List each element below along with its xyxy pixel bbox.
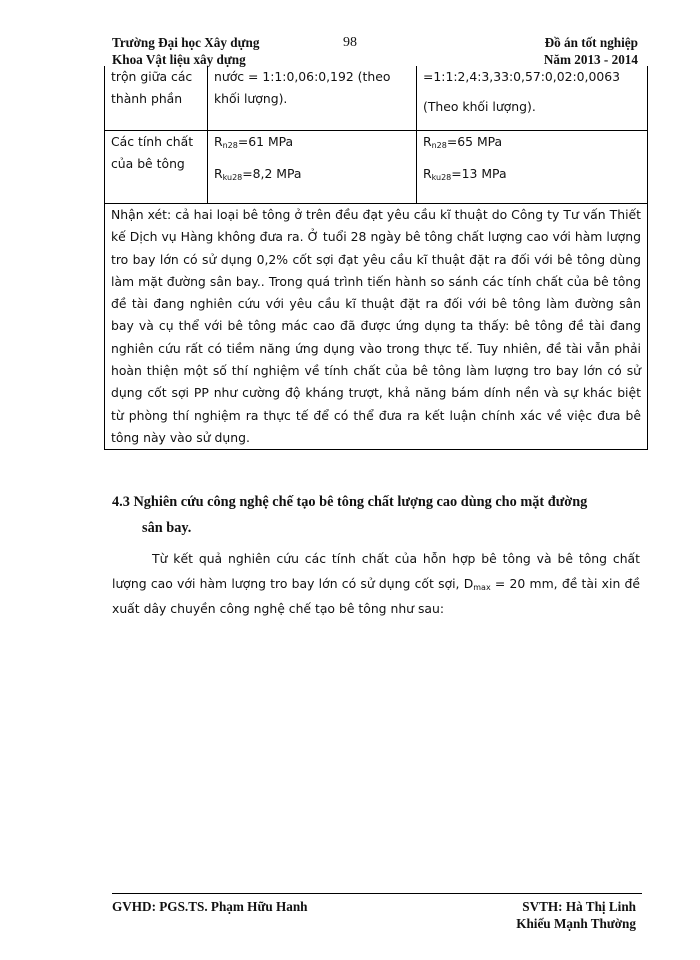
rn-value: =61 MPa	[237, 134, 294, 149]
row2-col2	[208, 131, 417, 204]
table-row	[105, 204, 648, 450]
row2-col2-rku	[214, 163, 410, 185]
footer-student-1: SVTH: Hà Thị Linh	[522, 899, 636, 914]
rn-subscript: n28	[431, 141, 447, 150]
header-doc-title: Đồ án tốt nghiệp	[544, 35, 638, 50]
header-faculty: Khoa Vật liệu xây dựng	[112, 52, 246, 67]
section-title-line1: Nghiên cứu công nghệ chế tạo bê tông chất lượng cao dùng cho mặt đường	[133, 494, 588, 510]
rn-symbol: R	[214, 134, 223, 149]
section-heading	[112, 489, 640, 541]
row1-col2: nước = 1:1:0,06:0,192 (theo khối lượng).	[208, 66, 417, 131]
row1-col3	[417, 66, 648, 131]
row1-col3-line2: (Theo khối lượng).	[423, 99, 536, 115]
rku-symbol: R	[423, 166, 432, 181]
rku-symbol: R	[214, 166, 223, 181]
section-title-line2: sân bay.	[142, 520, 192, 536]
rn-symbol: R	[423, 134, 432, 149]
row2-col2-rn	[214, 131, 410, 163]
rn-subscript: n28	[222, 141, 238, 150]
rku-subscript: ku28	[431, 173, 452, 182]
para-subscript: max	[473, 582, 491, 592]
page-number: 98	[343, 35, 357, 50]
row2-col3-rn	[423, 131, 641, 163]
para-text-1: Từ kết quả nghiên cứu các tính chất của hỗn hợp bê tông và bê tông chất lượng cao với hàm lượng tro bay lớn có sử dụng cốt sợi, D	[112, 551, 640, 591]
row2-label: Các tính chất của bê tông	[105, 131, 208, 204]
body-paragraph	[112, 547, 640, 621]
rn-value: =65 MPa	[446, 134, 503, 149]
table-row	[105, 66, 648, 131]
header-school: Trường Đại học Xây dựng	[112, 35, 260, 50]
row2-col3-rku	[423, 163, 641, 185]
row1-label: trộn giữa các thành phần	[105, 66, 208, 131]
table-row	[105, 131, 648, 204]
row1-col3-line1: =1:1:2,4:3,33:0,57:0,02:0,0063	[423, 69, 621, 84]
rku-value: =13 MPa	[451, 166, 507, 181]
rku-value: =8,2 MPa	[242, 166, 302, 181]
section-number: 4.3	[112, 494, 130, 510]
footer-student-2: Khiếu Mạnh Thường	[516, 916, 636, 931]
footer-divider	[112, 893, 642, 894]
table-note: Nhận xét: cả hai loại bê tông ở trên đều đạt yêu cầu kĩ thuật do Công ty Tư vấn Thiết kế Dịch vụ Hàng không đưa ra. Ở tuổi 28 ngày bê tông chất lượng cao với hàm lượng tro bay lớn có sử dụng 0,2% cốt sợi đạt yêu cầu kĩ thuật đặt ra đối với bê tông dùng làm mặt đường sân bay.. Trong quá trình tiến hành so sánh các tính chất của bê tông đề tài đang nghiên cứu với yêu cầu kĩ thuật đặt ra đối với bê tông làm đường sân bay và cụ thể với bê tông mác cao đã được ứng dụng ta thấy: bê tông đề tài đang nghiên cứu rất có tiềm năng ứng dụng vào trong thực tế. Tuy nhiên, đề tài vẫn phải hoàn thiện một số thí nghiệm về tính chất của bê tông làm lượng tro bay lớn có sử dụng cốt sợi PP như cường độ kháng trượt, khả năng bám dính nền và sự khác biệt từ phòng thí nghiệm ra thực tế để có thể đưa ra kết luận chính xác về việc đưa bê tông này vào sử dụng.	[105, 204, 648, 450]
footer-advisor: GVHD: PGS.TS. Phạm Hữu Hanh	[112, 899, 308, 914]
row2-col3	[417, 131, 648, 204]
para-text-2: = 20 mm, đề tài xin đề xuất dây chuyền công nghệ chế tạo bê tông như sau:	[112, 575, 641, 616]
header-year: Năm 2013 - 2014	[543, 52, 638, 67]
comparison-table	[104, 66, 648, 450]
rku-subscript: ku28	[222, 173, 243, 182]
